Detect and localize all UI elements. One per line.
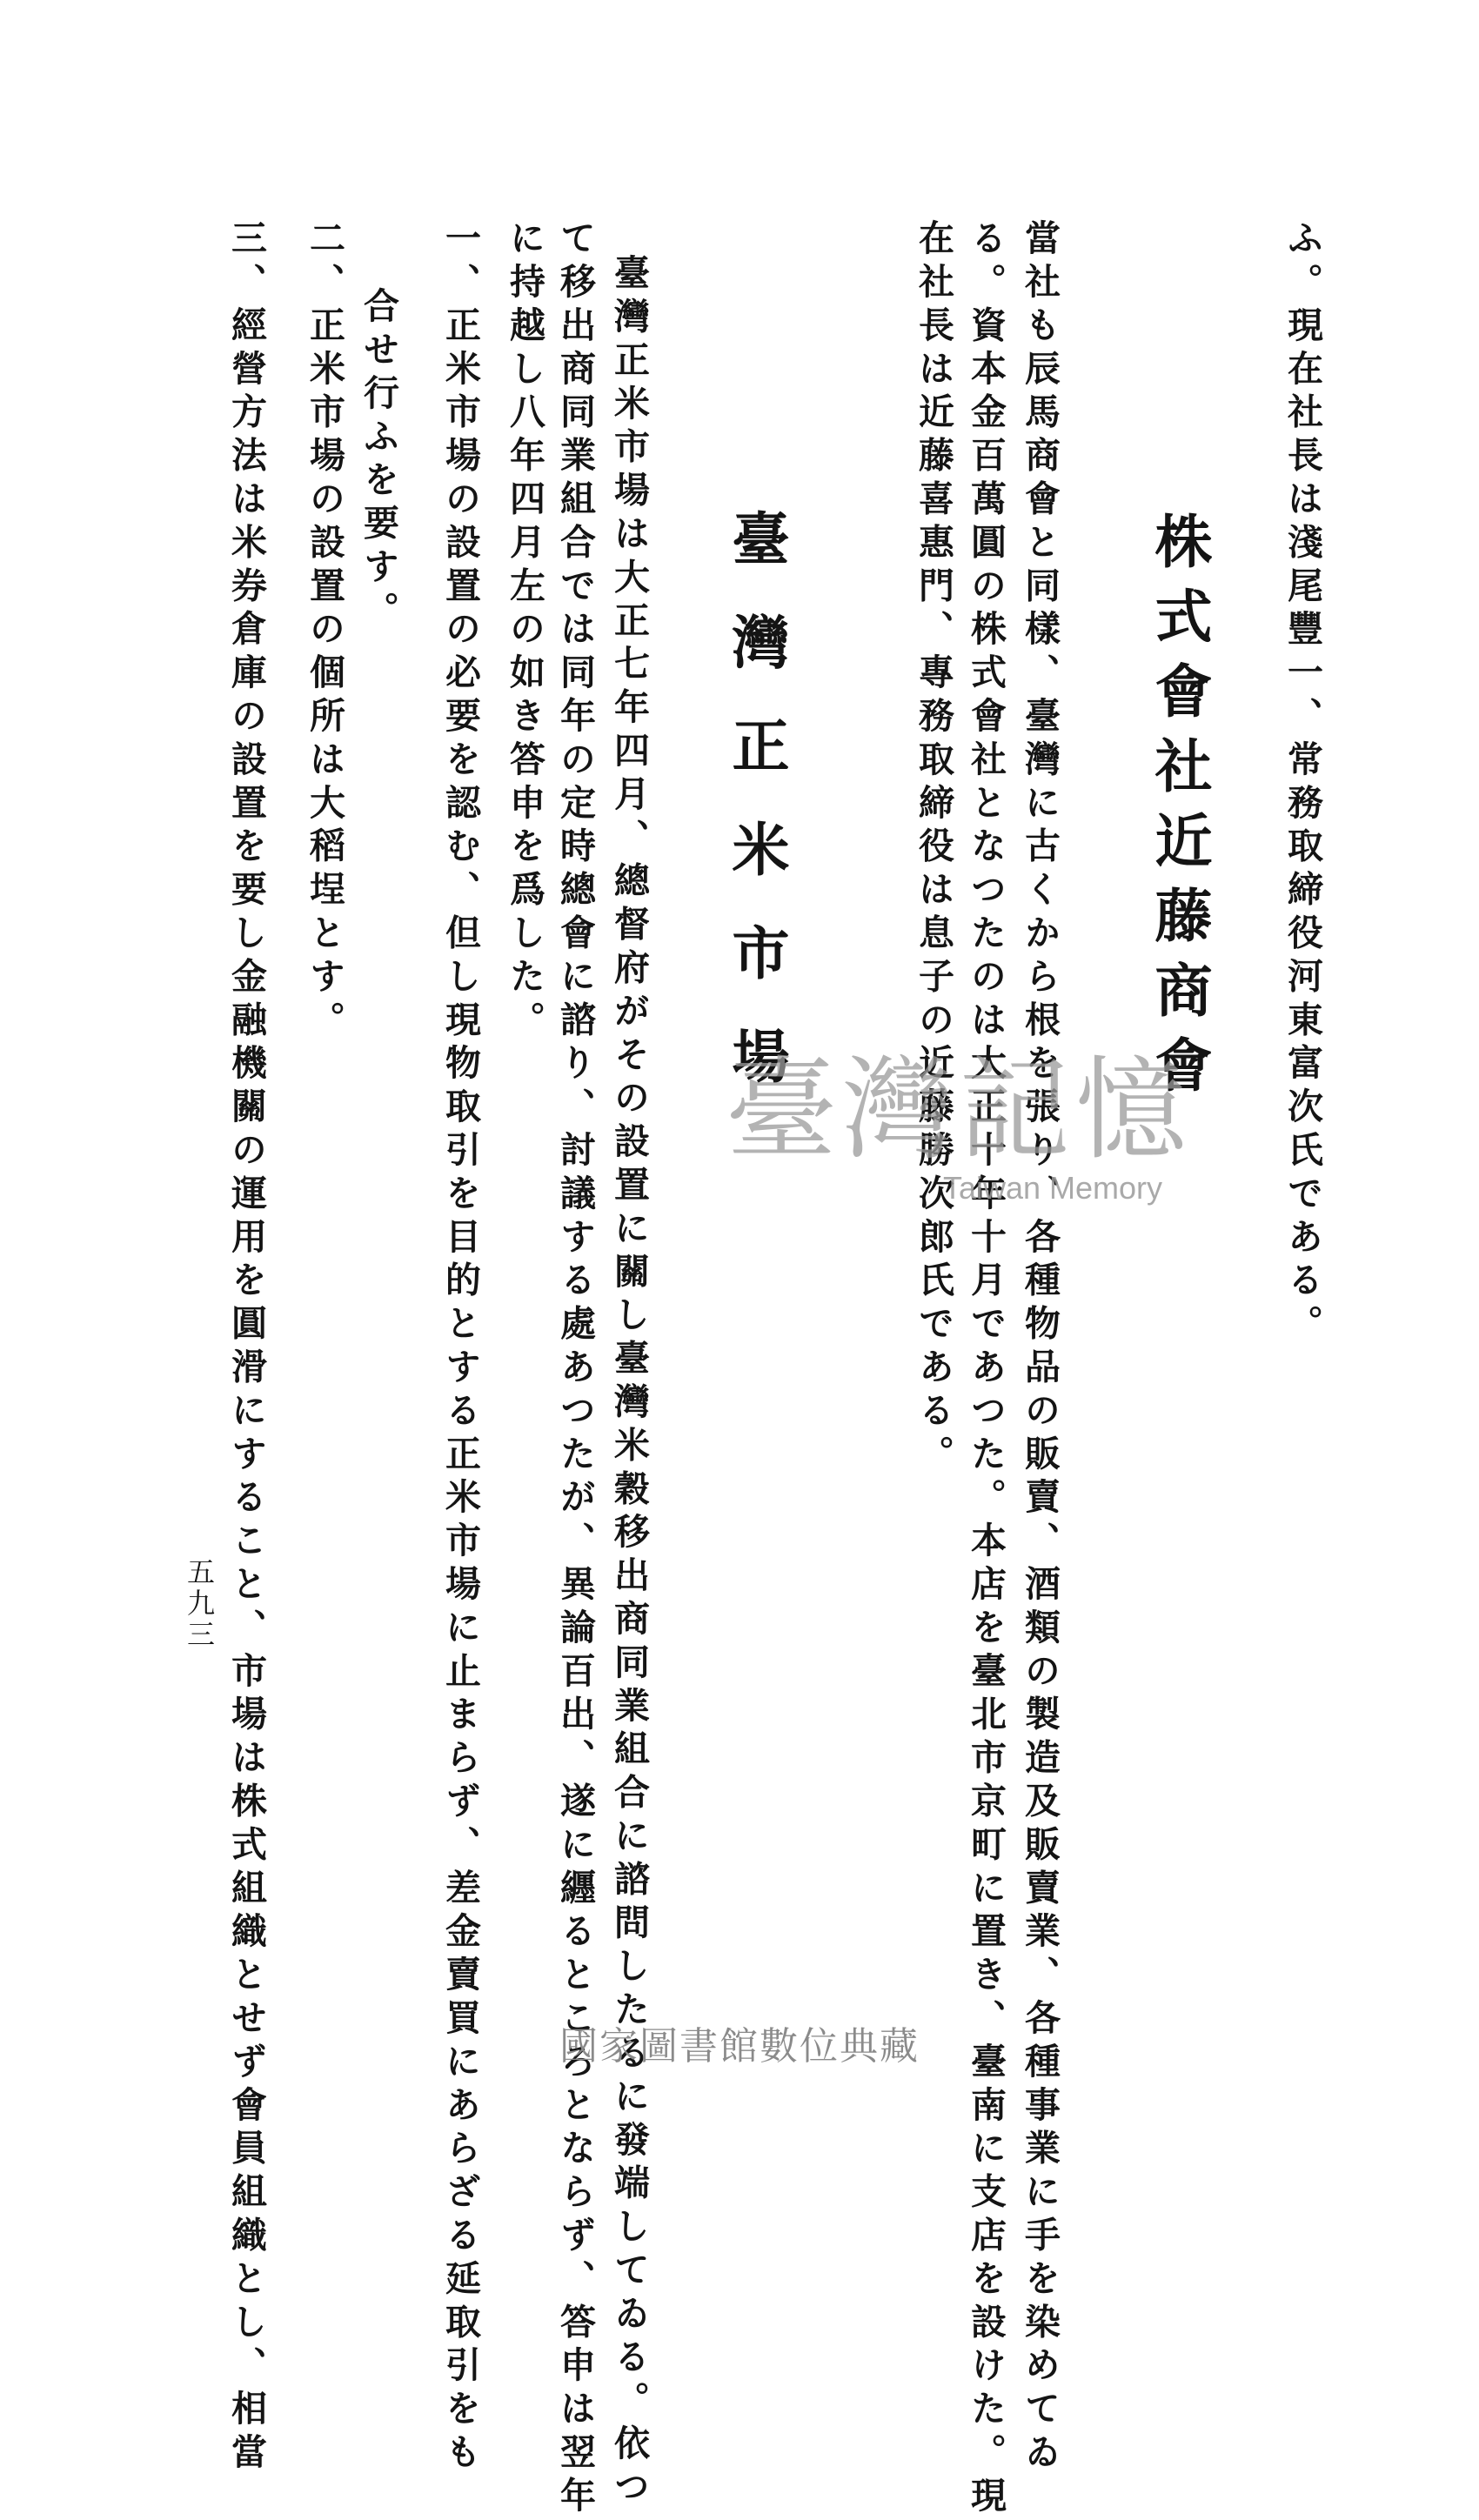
heading-taiwan-rice-market: 臺灣正米市場 <box>722 509 790 1130</box>
watermark-subtitle: Taiwan Memory <box>942 1170 1163 1206</box>
text-column-8: 一、正米市場の設置の必要を認む、但し現物取引を目的とする正米市場に止まらず、差金賣買にあらざる延取引をも <box>439 219 481 2477</box>
text-column-5: 臺灣正米市場は大正七年四月、總督府がその設置に關し臺灣米穀移出商同業組合に諮問したるに發端してゐる。依つ <box>608 254 650 2511</box>
text-column-6: て移出商同業組合では同年の定時總會に諮り、討議する處あつたが、異論百出、遂に纒るところとならず、答申は翌年 <box>554 219 596 2520</box>
text-column-4: 在社長は近藤喜惠門、專務取締役は息子の近藤勝次郎氏である。 <box>913 219 954 1479</box>
text-column-1: ふ。現在社長は淺尾豐一、常務取締役河東富次氏である。 <box>1282 219 1323 1348</box>
text-column-10: 二、正米市場の設置の個所は大稻埕とす。 <box>304 219 345 1045</box>
text-column-7: に持越し八年四月左の如き答申を爲した。 <box>504 219 545 1045</box>
heading-kondo-shokai: 株式會社近藤商會 <box>1145 511 1213 1110</box>
text-column-3: る。資本金百萬圓の株式會社となつたのは大正十年十月であつた。本店を臺北市京町に置き、臺南に支店を設けた。現 <box>965 219 1007 2520</box>
text-column-11: 三、經營方法は米券倉庫の設置を要し金融機關の運用を圓滑にすること、市場は株式組織とせず會員組織とし、相當 <box>225 219 267 2477</box>
text-column-2: 當社も辰馬商會と同樣、臺灣に古くから根を張り、各種物品の販賣、酒類の製造及販賣業、各種事業に手を染めてゐ <box>1019 219 1061 2477</box>
text-column-9: 合せ行ふを要す。 <box>358 287 399 635</box>
page-number: 五九三 <box>183 1557 216 1651</box>
watermark-title: 臺灣記憶 <box>725 1046 1193 1175</box>
footer-credit: 國家圖書館數位典藏 <box>559 2024 920 2069</box>
